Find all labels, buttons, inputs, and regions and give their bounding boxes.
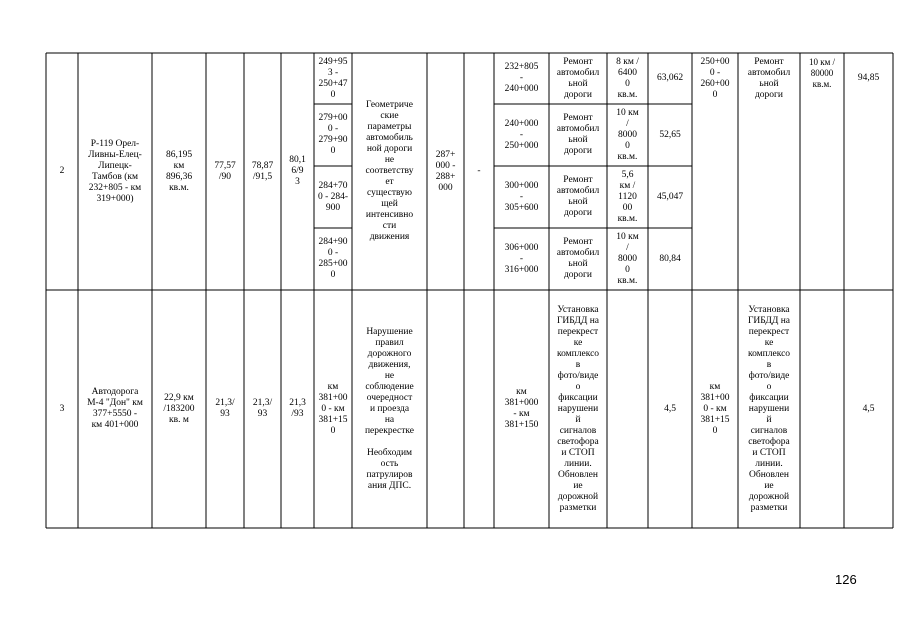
plan-km: 250+00 0 - 260+00 0 [700, 56, 730, 100]
row-number: 2 [59, 166, 65, 176]
problem-range: 287+ 000 - 288+ 000 [435, 149, 456, 193]
problem-reason: Геометриче ские параметры автомобиль ной дороги не соответству ет существую щей интенсивно сти движения [365, 100, 414, 242]
value-col5: 21,3/ 93 [252, 398, 273, 419]
work-km: 232+805 - 240+000 [504, 62, 539, 94]
work-volume: 10 км / 8000 0 кв.м. [616, 107, 639, 162]
work-type: Ремонт автомобил ьной дороги [556, 175, 600, 218]
plan-cost: 94,85 [857, 73, 880, 83]
work-cost: 80,84 [659, 253, 681, 264]
work-km: 306+000 - 316+000 [504, 242, 539, 275]
work-type: Ремонт автомобил ьной дороги [556, 113, 600, 156]
section-km: 249+95 3 - 250+47 0 [318, 56, 348, 100]
problem-reason: Нарушение правил дорожного движения, не соблюдение очередност и проезда на перекрестке Необходим ость патрулиров ания ДПС. [364, 326, 415, 491]
work-cost: 52,65 [659, 129, 681, 140]
work-cost: 45,047 [656, 191, 684, 202]
work-km: 300+000 - 305+600 [504, 180, 539, 213]
work-type: Установка ГИБДД на перекрест ке комплексо в фото/виде о фиксации нарушени й сигналов светофора и СТОП линии. Обновлен ие дорожной разметки [556, 304, 600, 513]
value-col5: 78,87 /91,5 [251, 160, 274, 182]
dash-cell: - [477, 166, 481, 176]
section-km: км 381+00 0 - км 381+15 0 [318, 381, 348, 436]
plan-cost: 4,5 [862, 403, 875, 414]
row-number: 3 [59, 403, 65, 414]
work-volume: 5,6 км / 1120 00 кв.м. [617, 169, 638, 224]
work-type: Ремонт автомобил ьной дороги [556, 56, 600, 100]
plan-type: Установка ГИБДД на перекрест ке комплексо в фото/виде о фиксации нарушени й сигналов светофора и СТОП линии. Обновлен ие дорожной разметки [747, 304, 791, 513]
road-area: 86,195 км 896,36 кв.м. [165, 149, 193, 193]
work-volume: 8 км / 6400 0 кв.м. [616, 56, 639, 100]
work-volume: 10 км / 8000 0 кв.м. [616, 231, 639, 286]
plan-type: Ремонт автомобил ьной дороги [747, 56, 791, 100]
road-area: 22,9 км /183200 кв. м [163, 392, 195, 425]
plan-km: км 381+00 0 - км 381+15 0 [700, 381, 730, 436]
value-col6: 80,1 6/9 3 [289, 155, 306, 187]
section-km: 279+00 0 - 279+90 0 [318, 113, 348, 156]
road-name: Автодорога М-4 "Дон" км 377+5550 - км 401+000 [87, 387, 143, 430]
road-name: Р-119 Орел- Ливны-Елец- Липецк- Тамбов (км 232+805 - км 319+000) [88, 138, 142, 204]
plan-volume: 10 км / 80000 кв.м. [808, 57, 836, 89]
page-number: 126 [835, 572, 857, 587]
work-type: Ремонт автомобил ьной дороги [556, 237, 600, 280]
value-col4: 77,57 /90 [214, 160, 236, 182]
work-km: км 381+000 - км 381+150 [504, 387, 539, 430]
work-cost: 4,5 [664, 403, 676, 414]
section-km: 284+70 0 - 284- 900 [317, 180, 349, 213]
section-km: 284+90 0 - 285+00 0 [318, 237, 348, 280]
work-km: 240+000 - 250+000 [504, 118, 539, 151]
value-col4: 21,3/ 93 [215, 398, 235, 419]
value-col6: 21,3 /93 [289, 398, 306, 419]
work-cost: 63,062 [656, 73, 684, 83]
